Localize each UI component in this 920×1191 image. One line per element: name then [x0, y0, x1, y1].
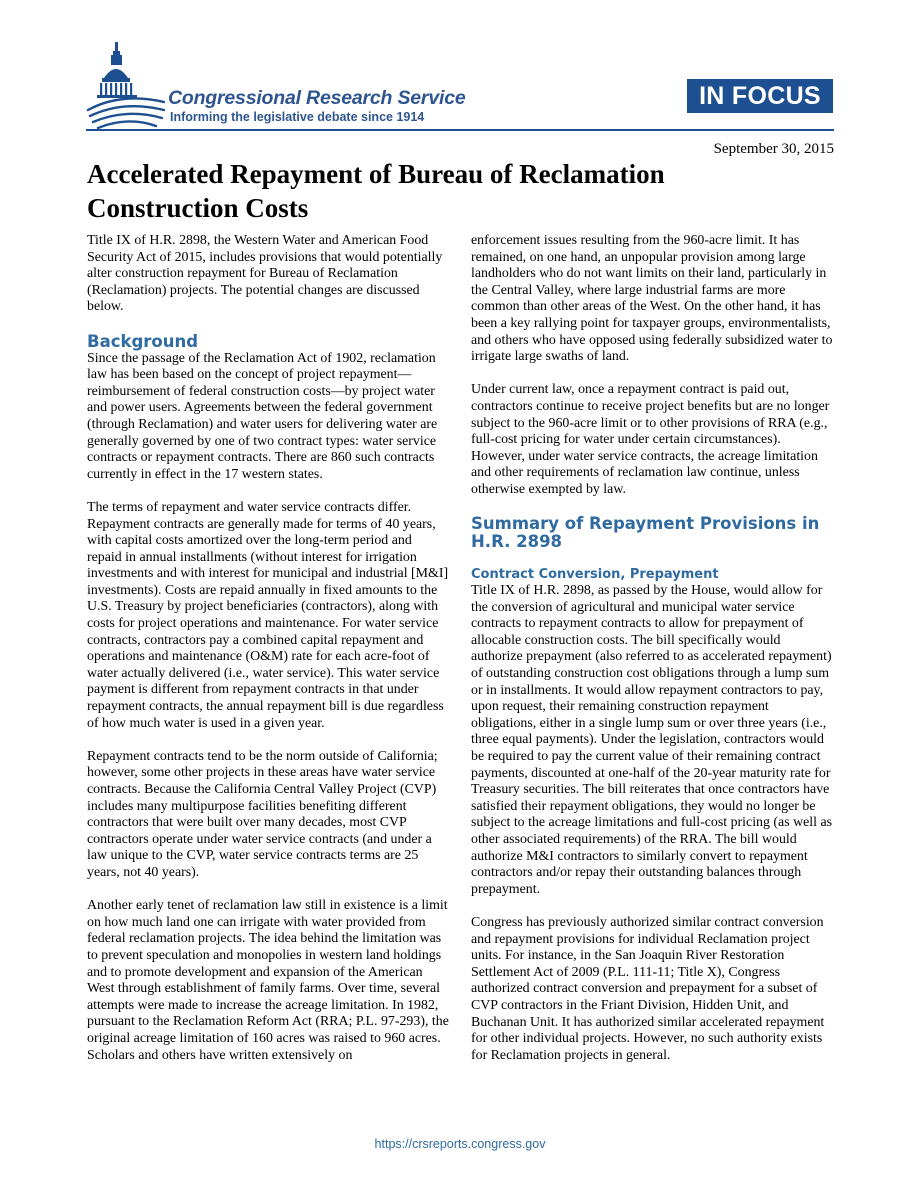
current-law-paragraph: Under current law, once a repayment contract is paid out, contractors continue to receive project benefits but are no longer subject to the 960-acre limit or to other provisions of RRA (e.g., full-cost pricing for water under certain circumstances). However, under water service contracts, the acreage limitation and other requirements of reclamation law continue, unless otherwise exempted by law.: [471, 382, 830, 497]
in-focus-badge: IN FOCUS: [687, 79, 833, 113]
footer-link[interactable]: https://crsreports.congress.gov: [374, 1137, 546, 1151]
intro-paragraph: Title IX of H.R. 2898, the Western Water and American Food Security Act of 2015, includes provisions that would potentially alter construction repayment for Bureau of Reclamation (Reclamation) projects. The potential changes are discussed below.: [87, 233, 443, 315]
summary-heading: Summary of Repayment Provisions in H.R. 2898: [471, 514, 820, 552]
background-paragraph-1: Since the passage of the Reclamation Act of 1902, reclamation law has been based on the concept of project repayment—reimbursement of federal construction costs—by project water and power users. Agreements between the federal government (through Reclamation) and water users for delivering water are generally governed by one of two contract types: water service contracts or repayment contracts. There are 860 such contracts currently in effect in the 17 western states.: [87, 350, 438, 482]
organization-name: Congressional Research Service: [168, 87, 466, 109]
background-paragraph-2: The terms of repayment and water service contracts differ. Repayment contracts are generally made for terms of 40 years, with capital costs amortized over the long-term period and repaid in annual installments (without interest for irrigation investments and with interest for municipal and industrial [M&I] investments). Costs are repaid annually in fixed amounts to the U.S. Treasury by project beneficiaries (contractors), along with costs for project operations and maintenance. For water service contracts, contractors pay a combined capital repayment and operations and maintenance (O&M) rate for each acre-foot of water actually delivered (i.e., water service). This water service payment is different from repayment contracts in that under repayment contracts, the annual repayment bill is due regardless of how much water is used in a given year.: [87, 499, 449, 731]
background-paragraph-3: Repayment contracts tend to be the norm outside of California; however, some other projects in these areas have water service contracts. Because the California Central Valley Project (CVP) includes many multipurpose facilities benefiting different contractors that were built over many decades, most CVP contractors operate under water service contracts (and under a law unique to the CVP, water service contracts terms are 25 years, not 40 years).: [87, 748, 438, 880]
background-paragraph-4: Another early tenet of reclamation law still in existence is a limit on how much land one can irrigate with water provided from federal reclamation projects. The idea behind the limitation was to prevent speculation and monopolies in western land holdings and to promote development and expansion of the American West through establishment of family farms. Over time, several attempts were made to increase the acreage limitation. In 1982, pursuant to the Reclamation Reform Act (RRA; P.L. 97-293), the original acreage limitation of 160 acres was raised to 960 acres. Scholars and others have written extensively on: [87, 898, 449, 1063]
provisions-paragraph: Title IX of H.R. 2898, as passed by the House, would allow for the conversion of agricultural and municipal water service contracts to repayment contracts to allow for prepayment of allocable construction costs. The bill specifically would authorize prepayment (also referred to as accelerated repayment) of outstanding construction cost obligations through a lump sum or in installments. It would allow repayment contractors to pay, upon request, their remaining construction repayment obligations, either in a single lump sum or over three years (i.e., three equal payments). Under the legislation, contractors would be required to pay the current value of their remaining contract payments, discounted at one-half of the 20-year maturity rate for Treasury securities. The bill reiterates that once contractors have satisfied their repayment obligations, they would no longer be subject to the acreage limitations and full-cost pricing (as well as other associated requirements) of the RRA. The bill would authorize M&I contractors to similarly convert to repayment contractors and/or repay their outstanding balances through prepayment.: [471, 583, 833, 897]
continued-paragraph: enforcement issues resulting from the 960-acre limit. It has remained, on one hand, an unpopular provision among large landholders who do not want limits on their land, particularly in the Central Valley, where large industrial farms are more common than other areas of the West. On the other hand, it has been a key rallying point for taxpayer groups, environmentalists, and others who have opposed using federally subsidized water to irrigate large swaths of land.: [471, 233, 833, 365]
precedent-paragraph: Congress has previously authorized similar contract conversion and repayment provisions for individual Reclamation project units. For instance, in the San Joaquin River Restoration Settlement Act of 2009 (P.L. 111-11; Title X), Congress authorized contract conversion and prepayment for a subset of CVP contractors in the Friant Division, Hidden Unit, and Buchanan Unit. It has authorized similar accelerated repayment for other individual projects. However, no such authority exists for Reclamation projects in general.: [471, 914, 825, 1063]
publication-date: September 30, 2015: [713, 141, 834, 157]
organization-tagline: Informing the legislative debate since 1914: [170, 110, 425, 124]
document-title: Accelerated Repayment of Bureau of Reclamation Construction Costs: [87, 159, 665, 223]
background-heading: Background: [87, 331, 199, 351]
capitol-dome-icon: [86, 40, 166, 132]
header-divider: [86, 129, 834, 131]
left-column: [87, 233, 449, 1064]
contract-conversion-subheading: Contract Conversion, Prepayment: [471, 567, 719, 583]
right-column: [471, 233, 833, 1064]
